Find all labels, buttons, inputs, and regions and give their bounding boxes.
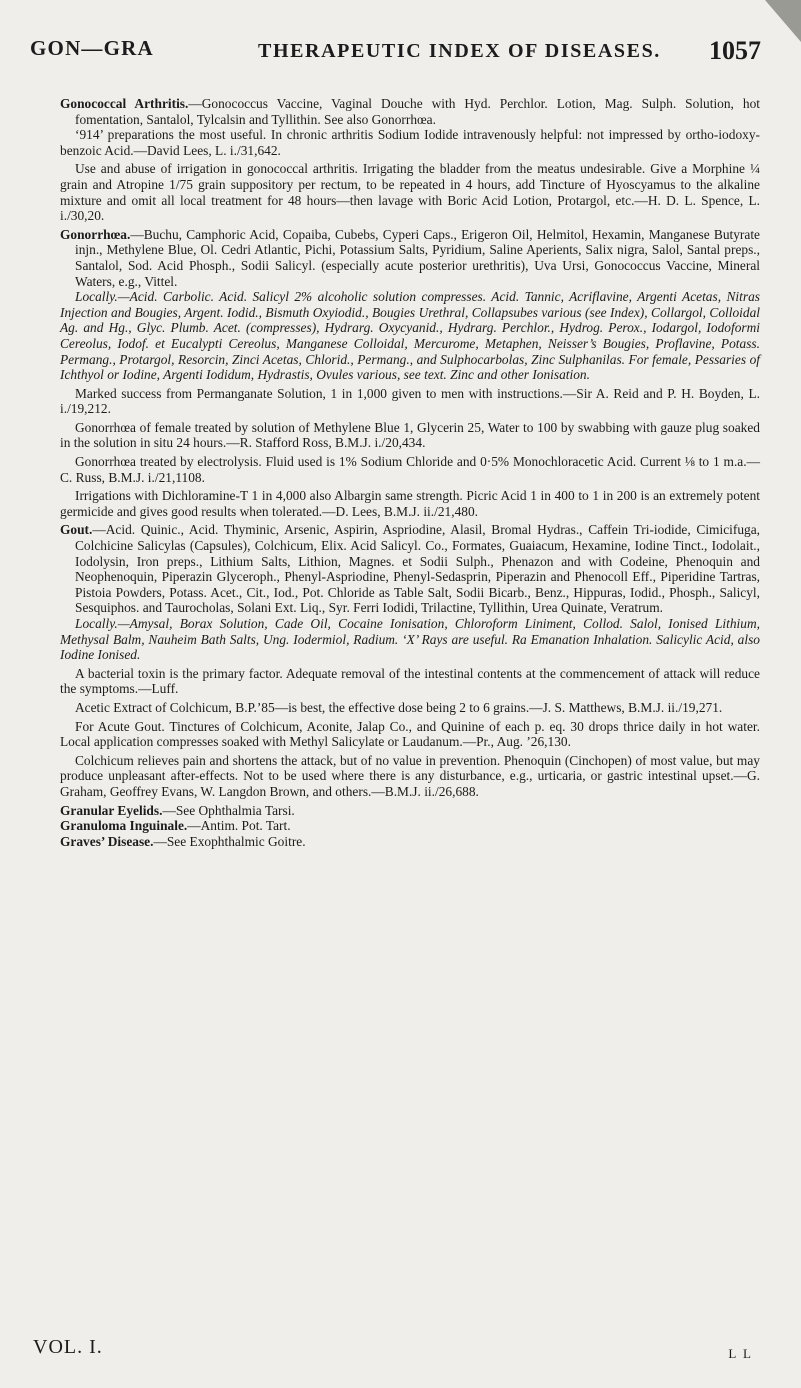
entry-term: Graves’ Disease.	[60, 833, 154, 849]
page-number: 1057	[709, 36, 761, 65]
paragraph-locally: Locally.—Acid. Carbolic. Acid. Salicyl 2% alcoholic solution compresses. Acid. Tannic, Acriflavine, Argenti Acetas, Nitras Injection and Bougies, Argent. Iodid., Bismuth Oxyiodid., Bougies Urethral, Collapsubes various (see Index), Collargol, Colloidal Ag. and Hg., Glyc. Plumb. Acet. (compresses), Hydrarg. Oxycyanid., Hydrarg. Perchlor., Hydrog. Perox., Iodargol, Iodoformi Cereolus, Iodof. et Eucalypti Cereolus, Manganese Colloidal, Mercurome, Metaphen, Neisser’s Bougies, Proflavine, Potass. Permang., Protargol, Resorcin, Zinci Acetas, Chlorid., Permang., and Sulphocarbolas, Zinc Sulphanilas. For female, Pessaries of Ichthyol or Iodine, Argenti Iodidum, Hydrastis, Ovules various, see text. Zinc and other Ionisation.	[60, 289, 760, 383]
paragraph: ‘914’ preparations the most useful. In chronic arthritis Sodium Iodide intravenously helpful: not impressed by ortho-iodoxy-benzoic Acid.—David Lees, L. i./31,642.	[60, 127, 760, 158]
paragraph: A bacterial toxin is the primary factor. Adequate removal of the intestinal contents at the commencement of attack will reduce the symptoms.—Luff.	[60, 665, 760, 697]
entry-gonorrhoea	[60, 227, 760, 289]
entry-term: Granuloma Inguinale.	[60, 818, 188, 834]
entry-text: —Buchu, Camphoric Acid, Copaiba, Cubebs, Cyperi Caps., Erigeron Oil, Helmitol, Hexamin, Manganese Butyrate injn., Methylene Blue, Ol. Cedri Atlantic, Pichi, Potassium Salts, Pyridium, Saline Aperients, Salix nigra, Salol, Santal preps., Santalol, Sod. Acid Phosph., Sodii Salicyl. (especially acute posterior urethritis), Uva Ursi, Gonococcus Vaccine, Mineral Waters, e.g., Vittel.	[75, 226, 760, 289]
paragraph-locally: Locally.—Amysal, Borax Solution, Cade Oil, Cocaine Ionisation, Chloroform Liniment, Collod. Salol, Ionised Lithium, Methysal Balm, Nauheim Bath Salts, Ung. Iodermiol, Radium. ‘X’ Rays are useful. Ra Emanation Inhalation. Salicylic Acid, also Iodine Ionised.	[60, 616, 760, 663]
page-header	[30, 36, 761, 76]
entry-gonococcal-arthritis	[60, 96, 760, 127]
entry-text: —Gonococcus Vaccine, Vaginal Douche with Hyd. Perchlor. Lotion, Mag. Sulph. Solution, hot fomentation, Santalol, Tylcalsin and Tyllithin. See also Gonorrhœa.	[75, 96, 760, 127]
entry-gout	[60, 522, 760, 616]
entry-term: Granular Eyelids.	[60, 802, 163, 818]
entry-graves-disease	[60, 834, 760, 850]
paragraph: Acetic Extract of Colchicum, B.P.’85—is best, the effective dose being 2 to 6 grains.—J. S. Matthews, B.M.J. ii./19,271.	[75, 699, 723, 715]
running-head: GON—GRA	[30, 36, 154, 60]
paragraph: Use and abuse of irrigation in gonococcal arthritis. Irrigating the bladder from the meatus undesirable. Give a Morphine ¼ grain and Atropine 1/75 grain suppository per rectum, to be repeated in 4 hours, add Tincture of Hyoscyamus to the alkaline mixture and omit all local treatment for 48 hours—then lavage with Boric Acid Lotion, Protargol, etc.—H. D. L. Spence, L. i./30,20.	[60, 161, 760, 224]
paragraph: For Acute Gout. Tinctures of Colchicum, Aconite, Jalap Co., and Quinine of each p. eq. 30 drops thrice daily in hot water. Local application compresses soaked with Methyl Salicylate or Laudanum.—Pr., Aug. ’26,130.	[60, 718, 760, 750]
entry-term: Gout.	[60, 522, 93, 538]
paragraph: Irrigations with Dichloramine-T 1 in 4,000 also Albargin same strength. Picric Acid 1 in 400 to 1 in 200 is an extremely potent germicide and gives good results when tolerated.—D. Lees, B.M.J. ii./21,480.	[60, 488, 760, 519]
volume-label: VOL. I.	[33, 1336, 103, 1358]
page-corner-fold	[765, 0, 801, 42]
entry-text: —Antim. Pot. Tart.	[187, 818, 291, 834]
entry-granular-eyelids	[60, 803, 760, 819]
entry-term: Gonorrhœa.	[60, 226, 131, 242]
entry-text: —See Exophthalmic Goitre.	[153, 833, 306, 849]
paragraph: Gonorrhœa of female treated by solution of Methylene Blue 1, Glycerin 25, Water to 100 by swabbing with gauze plug soaked in the solution in situ 24 hours.—R. Stafford Ross, B.M.J. i./20,434.	[60, 419, 760, 451]
page-footer	[33, 1336, 753, 1366]
index-text	[60, 96, 760, 849]
paragraph: Colchicum relieves pain and shortens the attack, but of no value in prevention. Phenoquin (Cinchopen) of most value, but may produce unpleasant after-effects. Not to be used where there is any disturbance, e.g., urticaria, or gastric intestinal upset.—G. Graham, Geoffrey Evans, W. Langdon Brown, and others.—B.M.J. ii./26,688.	[60, 752, 760, 799]
entry-text: —See Ophthalmia Tarsi.	[162, 802, 295, 818]
entry-term: Gonococcal Arthritis.	[60, 96, 189, 111]
page-title: THERAPEUTIC INDEX OF DISEASES.	[258, 40, 661, 62]
entry-text: —Acid. Quinic., Acid. Thyminic, Arsenic, Aspirin, Aspriodine, Alasil, Bromal Hydras., Caffein Tri-iodide, Cimicifuga, Colchicine Salicylas (Capsules), Colchicum, Elix. Acid Salicyl. Co., Formates, Guaiacum, Hexamine, Iodine Tinct., Iodolait., Iodolysin, Iron preps., Lithium Salts, Lithion, Magnes. et Sodii Sulph., Phenazon and with Codeine, Phenoquin and Neophenoquin, Piperazin Glyceroph., Phenyl-Aspriodine, Phenyl-Sedasprin, Piperazin and Phenocoll Eff., Piperidine Tartras, Pistoia Powders, Potass. Acet., Cit., Iod., Pot. Chloride as Table Salt, Sodii Bicarb., Benz., Hippuras, Iodid., Phosph., Salicyl, Sesquiphos. and Taurocholas, Solani Ext. Liq., Syr. Ferri Iodidi, Trilactine, Tyllithin, Urea Quinate, Veratrum.	[75, 522, 760, 616]
signature-mark: L L	[728, 1346, 753, 1361]
paragraph: Gonorrhœa treated by electrolysis. Fluid used is 1% Sodium Chloride and 0·5% Monochloracetic Acid. Current ⅛ to 1 m.a.—C. Russ, B.M.J. i./21,1108.	[60, 454, 760, 485]
paragraph: Marked success from Permanganate Solution, 1 in 1,000 given to men with instructions.—Sir A. Reid and P. H. Boyden, L. i./19,212.	[60, 385, 760, 417]
entry-granuloma-inguinale	[60, 818, 760, 834]
